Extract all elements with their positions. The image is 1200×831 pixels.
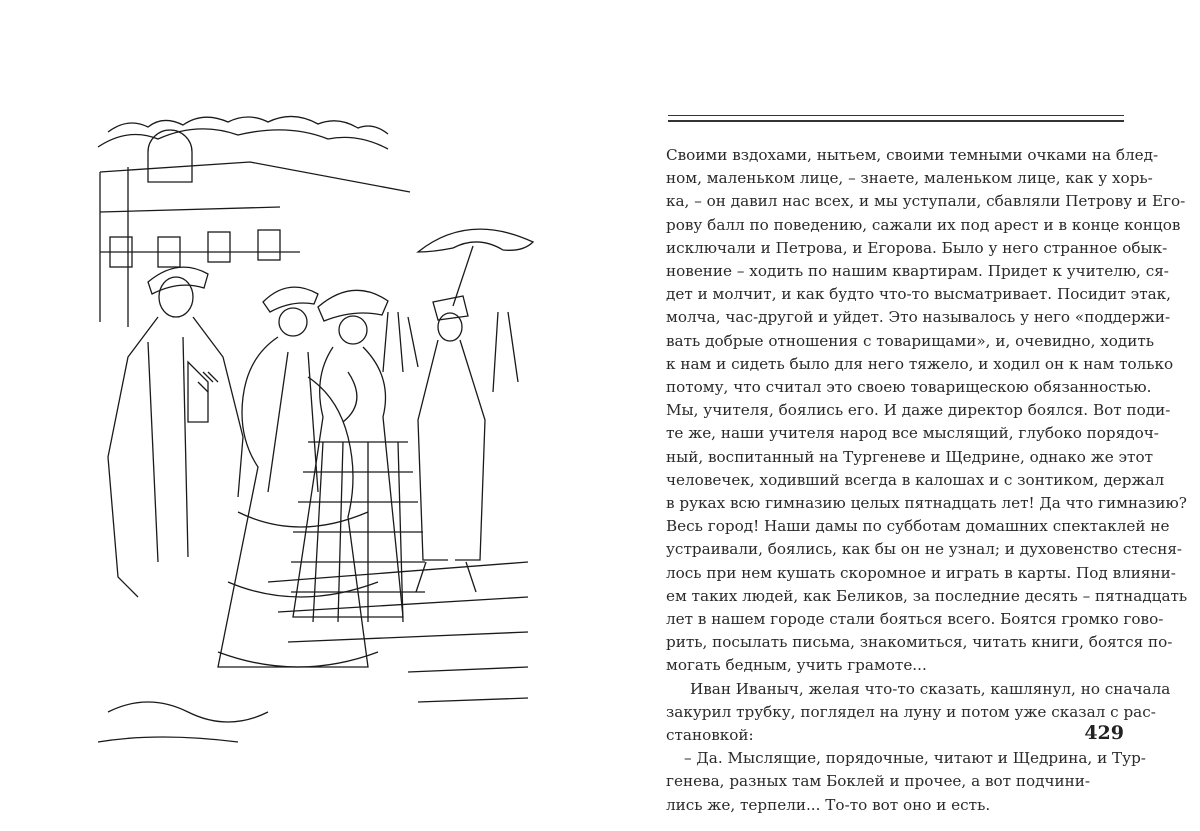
text-line: генева, разных там Боклей и прочее, а вот подчини-: [666, 772, 1091, 791]
text-line: Иван Иваныч, желая что-то сказать, кашлянул, но сначала: [690, 679, 1171, 698]
text-line: ный, воспитанный на Тургеневе и Щедрине, однако же этот: [666, 447, 1153, 466]
body-text: [666, 144, 1188, 817]
text-line: лись же, терпели... То-то вот оно и есть.: [666, 795, 991, 814]
text-line: могать бедным, учить грамоте...: [666, 656, 927, 675]
text-line: становкой:: [666, 726, 754, 745]
text-line: Весь город! Наши дамы по субботам домашних спектаклей не: [666, 517, 1170, 536]
text-line: потому, что считал это своею товарищескою обязанностью.: [666, 378, 1152, 397]
text-line: Мы, учителя, боялись его. И даже директор боялся. Вот поди-: [666, 401, 1171, 420]
text-line: молча, час-другой и уйдет. Это называлось у него «поддержи-: [666, 308, 1171, 327]
ink-sketch-illustration-icon: [88, 112, 548, 752]
text-line: исключали и Петрова, и Егорова. Было у него странное обык-: [666, 238, 1168, 257]
text-line: ном, маленьком лице, – знаете, маленьком лице, как у хорь-: [666, 169, 1153, 188]
header-rule-thick: [668, 120, 1124, 122]
text-line: те же, наши учителя народ все мыслящий, глубоко порядоч-: [666, 424, 1159, 443]
text-line: рить, посылать письма, знакомиться, читать книги, боятся по-: [666, 633, 1173, 652]
text-line: ка, – он давил нас всех, и мы уступали, сбавляли Петрову и Его-: [666, 192, 1186, 211]
text-line: – Да. Мыслящие, порядочные, читают и Щедрина, и Тур-: [684, 749, 1146, 768]
text-line: рову балл по поведению, сажали их под арест и в конце концов: [666, 215, 1181, 234]
illustration: [88, 112, 548, 752]
text-line: лет в нашем городе стали бояться всего. Боятся громко гово-: [666, 610, 1164, 629]
text-line: устраивали, боялись, как бы он не узнал; и духовенство стесня-: [666, 540, 1183, 559]
header-rule-thin: [668, 115, 1124, 116]
text-line: человечек, ходивший всегда в калошах и с зонтиком, держал: [666, 470, 1165, 489]
text-line: новение – ходить по нашим квартирам. Придет к учителю, ся-: [666, 262, 1169, 281]
text-line: вать добрые отношения с товарищами», и, очевидно, ходить: [666, 331, 1155, 350]
text-line: закурил трубку, поглядел на луну и потом уже сказал с рас-: [666, 702, 1156, 721]
text-line: к нам и сидеть было для него тяжело, и ходил он к нам только: [666, 354, 1174, 373]
text-line: дет и молчит, и как будто что-то высматривает. Посидит этак,: [666, 285, 1171, 304]
text-line: ем таких людей, как Беликов, за последние десять – пятнадцать: [666, 586, 1188, 605]
text-line: лось при нем кушать скоромное и играть в карты. Под влияни-: [666, 563, 1176, 582]
page-number: 429: [1084, 722, 1124, 744]
text-line: в руках всю гимназию целых пятнадцать лет! Да что гимназию?: [666, 494, 1187, 513]
text-line: Своими вздохами, нытьем, своими темными очками на блед-: [666, 146, 1159, 164]
